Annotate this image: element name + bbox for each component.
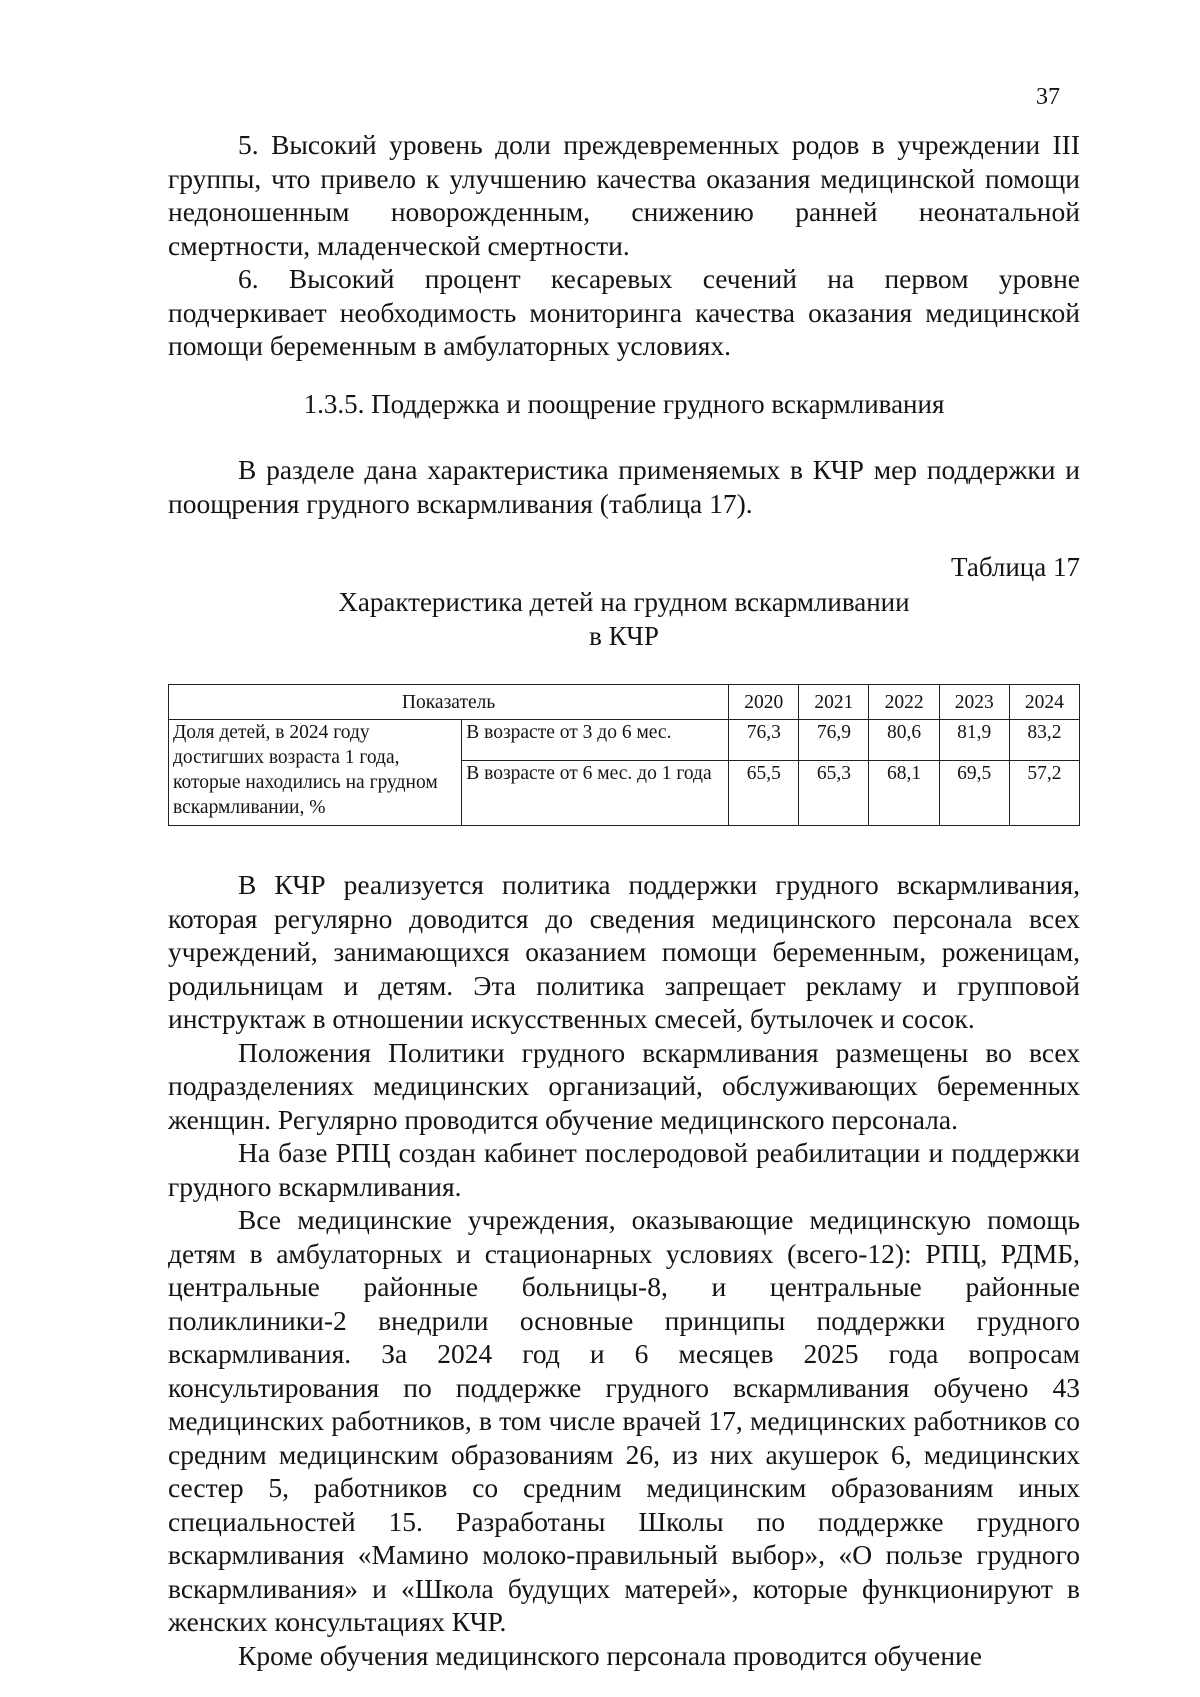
table-header-row [169,685,1080,720]
paragraph: 5. Высокий уровень доли преждевременных родов в учреждении III группы, что привело к улучшению качества оказания медицинской помощи недоношенным новорожденным, снижению ранней неонатальной смертности, младенческой смертности. [168,129,1080,261]
row-label: В возрасте от 6 мес. до 1 года [462,761,729,826]
breastfeeding-table [168,684,1080,826]
group-label: Доля детей, в 2024 году достигших возраста 1 года, которые находились на грудном вскармливании, % [169,720,462,826]
table-label: Таблица 17 [951,552,1080,582]
table-cell: 68,1 [869,761,939,826]
table-title-line: в КЧР [589,621,659,651]
table-cell: 76,9 [799,720,869,761]
paragraph: Кроме обучения медицинского персонала проводится обучение [238,1639,982,1671]
table-cell: 65,3 [799,761,869,826]
paragraph: Положения Политики грудного вскармливания размещены во всех подразделениях медицинских организаций, обслуживающих беременных женщин. Регулярно проводится обучение медицинского персонала. [168,1036,1080,1135]
paragraph: 6. Высокий процент кесаревых сечений на первом уровне подчеркивает необходимость мониторинга качества оказания медицинской помощи беременным в амбулаторных условиях. [168,263,1080,361]
header-year: 2024 [1009,685,1079,720]
table-title [300,585,948,653]
table-cell: 76,3 [729,720,799,761]
header-year: 2022 [869,685,939,720]
header-indicator: Показатель [169,685,729,720]
conclusions-block [168,128,1080,363]
intro-block [168,453,1080,520]
policy-block [168,868,1080,1672]
header-year: 2020 [729,685,799,720]
table-cell: 80,6 [869,720,939,761]
row-label: В возрасте от 3 до 6 мес. [462,720,729,761]
table-title-line: Характеристика детей на грудном вскармливании [338,587,910,617]
table-cell: 81,9 [939,720,1009,761]
section-heading: 1.3.5. Поддержка и поощрение грудного вскармливания [303,389,945,419]
paragraph: На базе РПЦ создан кабинет послеродовой реабилитации и поддержки грудного вскармливания. [168,1137,1080,1202]
table-cell: 57,2 [1009,761,1079,826]
header-year: 2021 [799,685,869,720]
table-row [169,720,1080,761]
paragraph: Все медицинские учреждения, оказывающие медицинскую помощь детям в амбулаторных и стационарных условиях (всего-12): РПЦ, РДМБ, центральные районные больницы-8, и центральные районные поликлиники-2 внедрили основные принципы поддержки грудного вскармливания. За 2024 год и 6 месяцев 2025 года вопросам консультирования по поддержке грудного вскармливания обучено 43 медицинских работников, в том числе врачей 17, медицинских работников со средним медицинским образованиям 26, из них акушерок 6, медицинских сестер 5, работников со средним медицинским образованиям иных специальностей 15. Разработаны Школы по поддержке грудного вскармливания «Мамино молоко-правильный выбор», «О пользе грудного вскармливания» и «Школа будущих матерей», которые функционируют в женских консультациях КЧР. [168,1204,1080,1637]
paragraph: В разделе дана характеристика применяемых в КЧР мер поддержки и поощрения грудного вскармливания (таблица 17). [168,454,1080,519]
paragraph: В КЧР реализуется политика поддержки грудного вскармливания, которая регулярно доводится до сведения медицинского персонала всех учреждений, занимающихся оказанием помощи беременным, роженицам, родильницам и детям. Эта политика запрещает рекламу и групповой инструктаж в отношении искусственных смесей, бутылочек и сосок. [168,869,1080,1034]
header-year: 2023 [939,685,1009,720]
table-cell: 69,5 [939,761,1009,826]
table-cell: 83,2 [1009,720,1079,761]
table-cell: 65,5 [729,761,799,826]
page-number: 37 [1036,84,1060,110]
